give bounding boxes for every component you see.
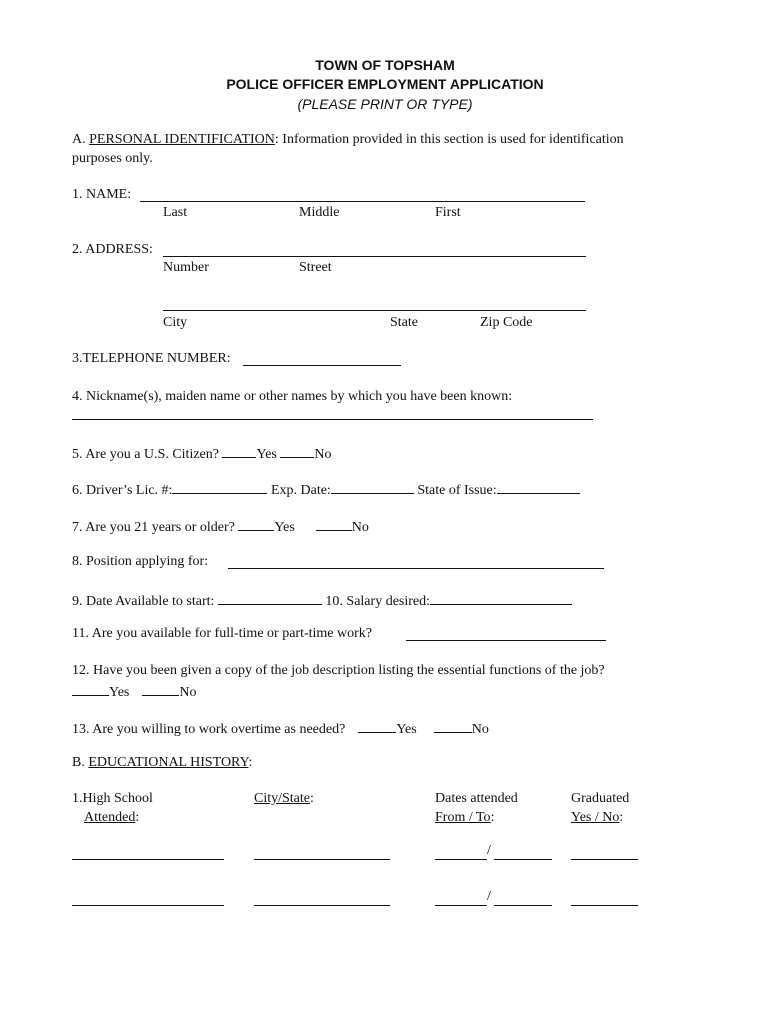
address-label: 2. ADDRESS:	[72, 242, 153, 257]
edu-col3-colon: :	[490, 810, 495, 825]
section-b-prefix: B.	[72, 755, 85, 770]
citizen-question	[72, 443, 331, 464]
section-a-prefix: A.	[72, 132, 86, 147]
telephone-field[interactable]	[243, 365, 401, 366]
citizen-label: 5. Are you a U.S. Citizen?	[72, 447, 219, 462]
edu-col1-line1: 1.High School	[72, 791, 153, 806]
edu-col3-line2-wrap	[435, 809, 494, 827]
town-title: TOWN OF TOPSHAM	[315, 57, 455, 73]
section-b-heading: EDUCATIONAL HISTORY	[88, 755, 249, 770]
license-state-label: State of Issue:	[417, 483, 497, 498]
age-label: 7. Are you 21 years or older?	[72, 520, 235, 535]
citizen-yes-field[interactable]	[222, 443, 256, 458]
salary-field[interactable]	[430, 590, 572, 605]
section-a-heading: PERSONAL IDENTIFICATION	[89, 132, 275, 147]
section-b-heading-row	[72, 754, 252, 772]
license-row	[72, 479, 580, 500]
name-field[interactable]	[140, 201, 585, 202]
edu-row1-city-field[interactable]	[254, 859, 390, 860]
job-description-yes-label: Yes	[109, 685, 130, 700]
age-no-label: No	[351, 520, 369, 535]
edu-row2-from-field[interactable]	[435, 905, 487, 906]
availability-field[interactable]	[406, 640, 606, 641]
name-first-caption: First	[435, 205, 461, 220]
name-middle-caption: Middle	[299, 205, 340, 220]
citizen-no-label: No	[314, 447, 332, 462]
section-a-intro-text: : Information provided in this section is used for identification	[274, 132, 624, 147]
address-number-caption: Number	[163, 260, 209, 275]
availability-label: 11. Are you available for full-time or part-time work?	[72, 626, 372, 641]
edu-col4-line2-wrap	[571, 809, 623, 827]
edu-row2-city-field[interactable]	[254, 905, 390, 906]
form-title: POLICE OFFICER EMPLOYMENT APPLICATION	[226, 76, 544, 92]
citizen-no-field[interactable]	[280, 443, 314, 458]
edu-row2-to-field[interactable]	[494, 905, 552, 906]
overtime-yes-field[interactable]	[358, 718, 396, 733]
age-yes-label: Yes	[274, 520, 295, 535]
license-label: 6. Driver’s Lic. #:	[72, 483, 173, 498]
date-available-field[interactable]	[218, 590, 322, 605]
overtime-no-field[interactable]	[434, 718, 472, 733]
address-state-caption: State	[390, 315, 418, 330]
nickname-label: 4. Nickname(s), maiden name or other names by which you have been known:	[72, 389, 513, 404]
edu-row1-slash: /	[487, 843, 491, 858]
overtime-label: 13. Are you willing to work overtime as needed?	[72, 722, 346, 737]
job-description-label: 12. Have you been given a copy of the job description listing the essential functions of the job?	[72, 663, 605, 678]
date-available-label: 9. Date Available to start:	[72, 594, 215, 609]
section-b-suffix: :	[248, 755, 253, 770]
age-yes-field[interactable]	[238, 516, 274, 531]
address-zip-caption: Zip Code	[480, 315, 533, 330]
name-last-caption: Last	[163, 205, 188, 220]
address-city-caption: City	[163, 315, 188, 330]
edu-row1-graduated-field[interactable]	[571, 859, 638, 860]
section-a-intro	[72, 131, 624, 149]
license-state-field[interactable]	[497, 479, 580, 494]
license-exp-label: Exp. Date:	[270, 483, 331, 498]
telephone-label: 3.TELEPHONE NUMBER:	[72, 351, 231, 366]
address-city-field[interactable]	[163, 310, 586, 311]
position-label: 8. Position applying for:	[72, 554, 209, 569]
section-a-intro-line2: purposes only.	[72, 151, 153, 166]
edu-col1-line2: Attended	[84, 810, 136, 825]
edu-row2-slash: /	[487, 889, 491, 904]
edu-col4-line1: Graduated	[571, 791, 630, 806]
form-instruction: (PLEASE PRINT OR TYPE)	[297, 96, 473, 112]
name-label: 1. NAME:	[72, 187, 132, 202]
edu-col1-colon: :	[135, 810, 140, 825]
job-description-no-field[interactable]	[142, 681, 179, 696]
edu-row1-to-field[interactable]	[494, 859, 552, 860]
overtime-yes-label: Yes	[396, 722, 417, 737]
age-no-field[interactable]	[316, 516, 352, 531]
edu-col1-line2-wrap	[84, 809, 139, 827]
edu-col2-colon: :	[310, 791, 314, 806]
job-description-yes-field[interactable]	[72, 681, 109, 696]
citizen-yes-label: Yes	[256, 447, 277, 462]
edu-row1-from-field[interactable]	[435, 859, 487, 860]
edu-col4-colon: :	[619, 810, 624, 825]
edu-col2-wrap	[254, 790, 314, 808]
edu-row2-graduated-field[interactable]	[571, 905, 638, 906]
age-question	[72, 516, 369, 537]
edu-col4-line2: Yes / No	[571, 810, 620, 825]
edu-row1-school-field[interactable]	[72, 859, 224, 860]
salary-label: 10. Salary desired:	[325, 594, 431, 609]
license-number-field[interactable]	[172, 479, 267, 494]
position-field[interactable]	[228, 568, 604, 569]
job-description-answer	[72, 681, 197, 702]
job-description-no-label: No	[179, 685, 197, 700]
license-exp-field[interactable]	[331, 479, 414, 494]
edu-row2-school-field[interactable]	[72, 905, 224, 906]
edu-col2: City/State	[254, 791, 310, 806]
address-street-caption: Street	[299, 260, 332, 275]
edu-col3-line1: Dates attended	[435, 791, 518, 806]
overtime-question	[72, 718, 489, 739]
nickname-field[interactable]	[72, 419, 593, 420]
address-street-field[interactable]	[163, 256, 586, 257]
edu-col3-line2: From / To	[435, 810, 491, 825]
overtime-no-label: No	[471, 722, 489, 737]
date-salary-row	[72, 590, 572, 611]
